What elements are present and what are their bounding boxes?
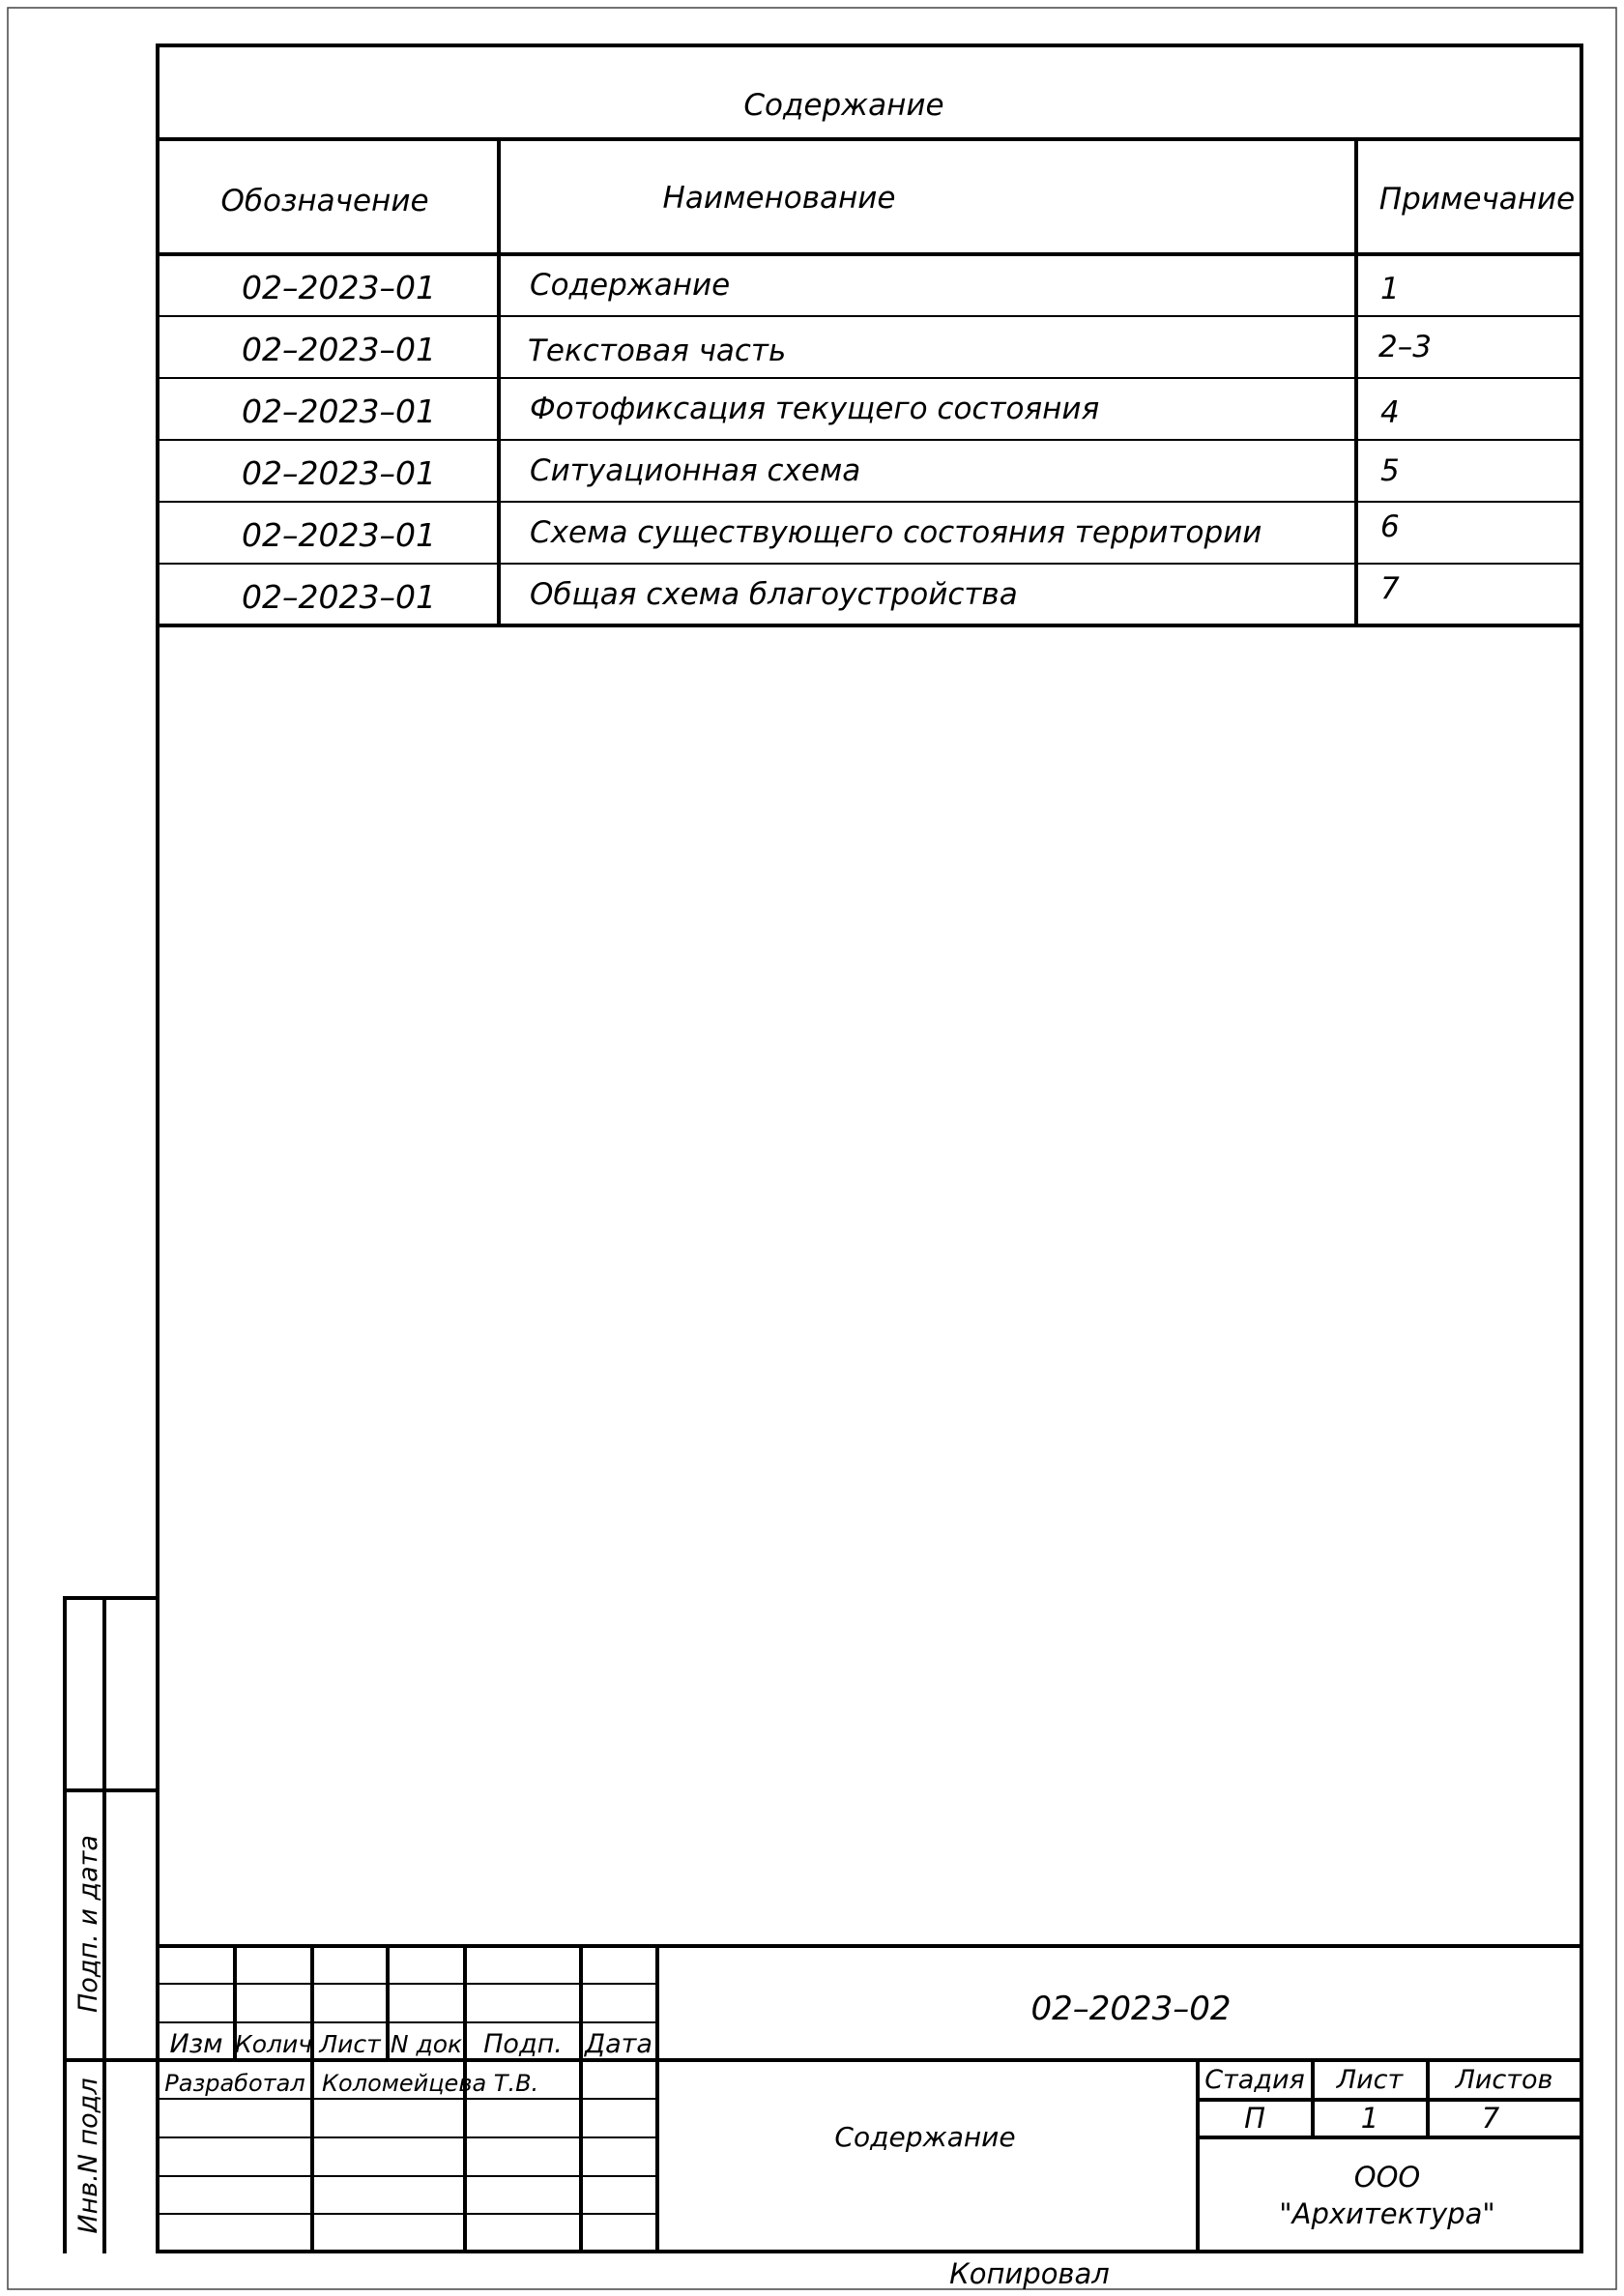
developed-label: Разработал bbox=[164, 2070, 305, 2097]
doc-code: 02–2023–02 bbox=[1030, 1990, 1232, 2028]
sheet-title: Содержание bbox=[834, 2121, 1016, 2153]
contents-title: Содержание bbox=[743, 88, 944, 123]
col-date-label: Дата bbox=[585, 2029, 652, 2059]
table-row bbox=[242, 571, 1400, 616]
copied-label: Копировал bbox=[949, 2257, 1110, 2290]
row-name: Схема существующего состояния территории bbox=[530, 515, 1262, 550]
side-sign-date-label: Подп. и дата bbox=[73, 1835, 103, 2013]
sheets-label: Листов bbox=[1455, 2065, 1553, 2095]
row-note: 1 bbox=[1380, 272, 1400, 306]
row-code: 02–2023–01 bbox=[242, 578, 436, 616]
row-note: 6 bbox=[1380, 509, 1400, 544]
row-name: Текстовая часть bbox=[528, 334, 787, 368]
row-name: Содержание bbox=[530, 268, 731, 303]
table-row bbox=[242, 453, 1400, 492]
org-name-line2: "Архитектура" bbox=[1279, 2197, 1495, 2230]
main-frame bbox=[156, 44, 1583, 2253]
row-code: 02–2023–01 bbox=[242, 454, 436, 492]
row-note: 2–3 bbox=[1378, 330, 1432, 364]
row-name: Ситуационная схема bbox=[530, 453, 861, 488]
col-doc-no-label: N док bbox=[390, 2030, 463, 2058]
sheet-value: 1 bbox=[1360, 2102, 1379, 2135]
table-row bbox=[242, 268, 1400, 306]
developer-name: Коломейцева Т.В. bbox=[322, 2070, 539, 2097]
col-change-label: Изм bbox=[169, 2029, 223, 2059]
row-note: 4 bbox=[1380, 395, 1400, 430]
col-sheet-label: Лист bbox=[319, 2030, 381, 2058]
row-code: 02–2023–01 bbox=[242, 269, 436, 306]
row-code: 02–2023–01 bbox=[242, 331, 436, 368]
header-name: Наименование bbox=[662, 181, 896, 216]
table-row bbox=[242, 392, 1400, 430]
row-name: Общая схема благоустройства bbox=[530, 577, 1018, 612]
header-designation: Обозначение bbox=[220, 184, 429, 218]
row-note: 5 bbox=[1380, 453, 1400, 488]
sheet-label: Лист bbox=[1336, 2065, 1404, 2095]
table-row bbox=[242, 509, 1400, 554]
stage-value: П bbox=[1244, 2102, 1265, 2135]
org-name-line1: ООО bbox=[1353, 2161, 1421, 2194]
row-code: 02–2023–01 bbox=[242, 392, 436, 430]
side-inv-no-label: Инв.N подл bbox=[73, 2078, 103, 2234]
col-sign-label: Подп. bbox=[483, 2029, 563, 2059]
row-name: Фотофиксация текущего состояния bbox=[530, 392, 1100, 426]
col-qty-label: Колич bbox=[234, 2030, 313, 2058]
stage-label: Стадия bbox=[1204, 2065, 1305, 2095]
sheets-value: 7 bbox=[1481, 2102, 1500, 2135]
table-row bbox=[242, 330, 1432, 368]
header-note: Примечание bbox=[1378, 182, 1576, 217]
row-note: 7 bbox=[1380, 571, 1400, 606]
row-code: 02–2023–01 bbox=[242, 516, 436, 554]
